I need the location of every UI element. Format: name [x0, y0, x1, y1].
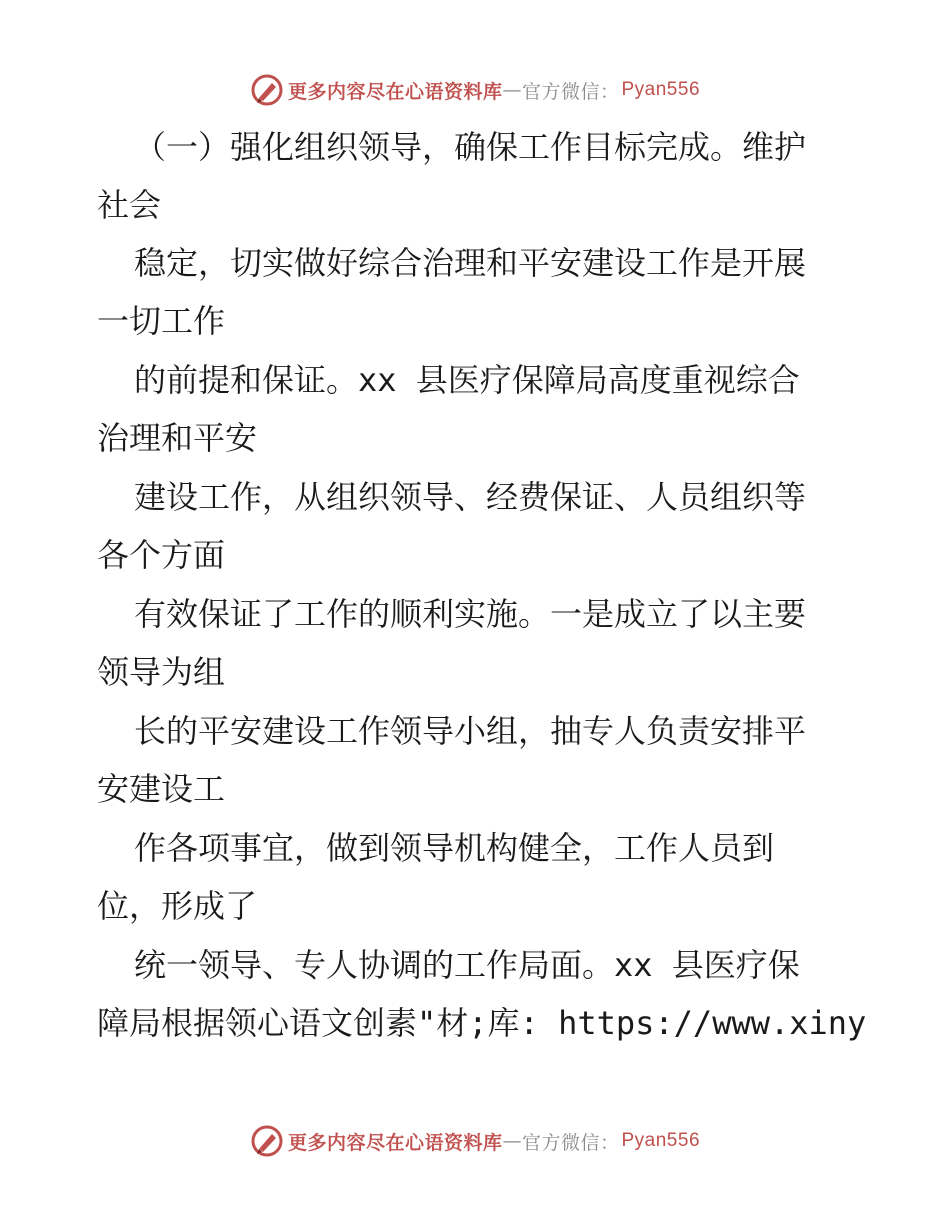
text-line: 各个方面: [97, 536, 226, 574]
text-line: 长的平安建设工作领导小组，抽专人负责安排平: [134, 712, 807, 750]
banner-wechat-label: 官方微信：: [521, 80, 620, 103]
text-line: 领导为组: [97, 653, 226, 691]
banner-wechat-id: Pyan556: [621, 79, 701, 100]
banner-separator: —: [502, 79, 522, 101]
banner-separator: —: [502, 1130, 522, 1152]
text-line: 一切工作: [97, 302, 226, 340]
text-line: 治理和平安: [97, 419, 258, 457]
text-line: 作各项事宜，做到领导机构健全，工作人员到: [134, 829, 775, 867]
text-line: 障局根据领心语文创素"材;库: https://www.xiny: [97, 1004, 867, 1042]
pen-logo-icon: [250, 1124, 284, 1158]
banner-wechat-id: Pyan556: [621, 1130, 701, 1151]
text-line: 位，形成了: [97, 887, 258, 925]
text-line: 建设工作，从组织领导、经费保证、人员组织等: [134, 478, 807, 516]
footer-watermark-banner: [0, 1121, 950, 1161]
text-line: 统一领导、专人协调的工作局面。xx 县医疗保: [134, 946, 800, 984]
text-line: 稳定，切实做好综合治理和平安建设工作是开展: [134, 244, 807, 282]
banner-main-text: 更多内容尽在心语资料库: [287, 80, 503, 103]
text-line: 有效保证了工作的顺利实施。一是成立了以主要: [134, 595, 807, 633]
text-line: 安建设工: [97, 770, 226, 808]
text-line: 的前提和保证。xx 县医疗保障局高度重视综合: [134, 361, 800, 399]
banner-wechat-label: 官方微信：: [521, 1131, 620, 1154]
text-line: 社会: [97, 186, 162, 224]
text-line: （一）强化组织领导，确保工作目标完成。维护: [134, 128, 807, 166]
banner-main-text: 更多内容尽在心语资料库: [287, 1131, 503, 1154]
